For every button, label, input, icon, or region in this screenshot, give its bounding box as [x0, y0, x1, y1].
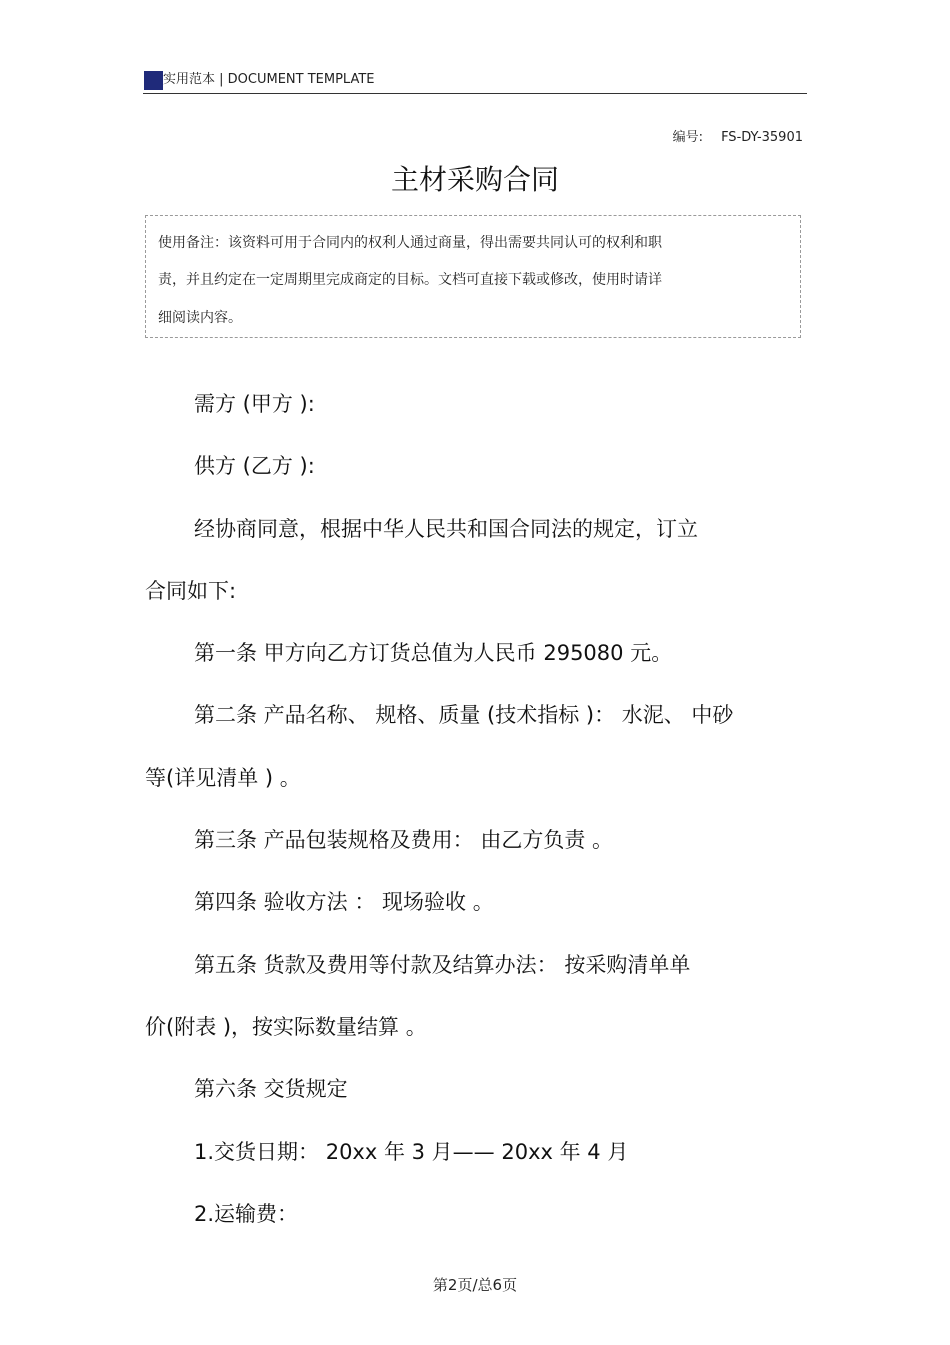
transport-fee-item: 2.运输费：: [194, 1202, 299, 1226]
intro-paragraph-line: 合同如下:: [145, 579, 237, 603]
party-b-line: 供方 (乙方 ):: [194, 454, 315, 478]
document-number-value: FS-DY-35901: [721, 130, 803, 145]
delivery-date-item: 1.交货日期： 20xx 年 3 月—— 20xx 年 4 月: [194, 1140, 629, 1164]
usage-note-line: 使用备注：该资料可用于合同内的权利人通过商量，得出需要共同认可的权利和职: [158, 235, 662, 251]
article-3: 第三条 产品包装规格及费用： 由乙方负责 。: [194, 828, 614, 852]
header-divider: [143, 93, 807, 94]
document-number-label: 编号:: [672, 130, 704, 145]
brand-logo-square: [144, 71, 163, 90]
party-a-line: 需方 (甲方 ):: [194, 392, 315, 416]
header-brand-text: 实用范本 | DOCUMENT TEMPLATE: [163, 72, 375, 87]
usage-note-line: 责，并且约定在一定周期里完成商定的目标。文档可直接下载或修改，使用时请详: [158, 272, 662, 288]
article-1: 第一条 甲方向乙方订货总值为人民币 295080 元。: [194, 641, 673, 665]
article-5-line: 第五条 货款及费用等付款及结算办法： 按采购清单单: [194, 953, 691, 977]
page-title: 主材采购合同: [390, 163, 559, 196]
article-4: 第四条 验收方法 ： 现场验收 。: [194, 890, 494, 914]
intro-paragraph-line: 经协商同意，根据中华人民共和国合同法的规定，订立: [194, 517, 698, 541]
article-6: 第六条 交货规定: [194, 1077, 348, 1101]
page-footer: 第2页/总6页: [432, 1276, 518, 1294]
document-number: [673, 126, 803, 145]
article-2-line: 等(详见清单 ) 。: [145, 766, 301, 790]
usage-note-line: 细阅读内容。: [158, 310, 242, 326]
article-2-line: 第二条 产品名称、 规格、质量 (技术指标 )： 水泥、 中砂: [194, 703, 734, 727]
article-5-line: 价(附表 )，按实际数量结算 。: [145, 1015, 427, 1039]
usage-note-box: [145, 215, 801, 338]
